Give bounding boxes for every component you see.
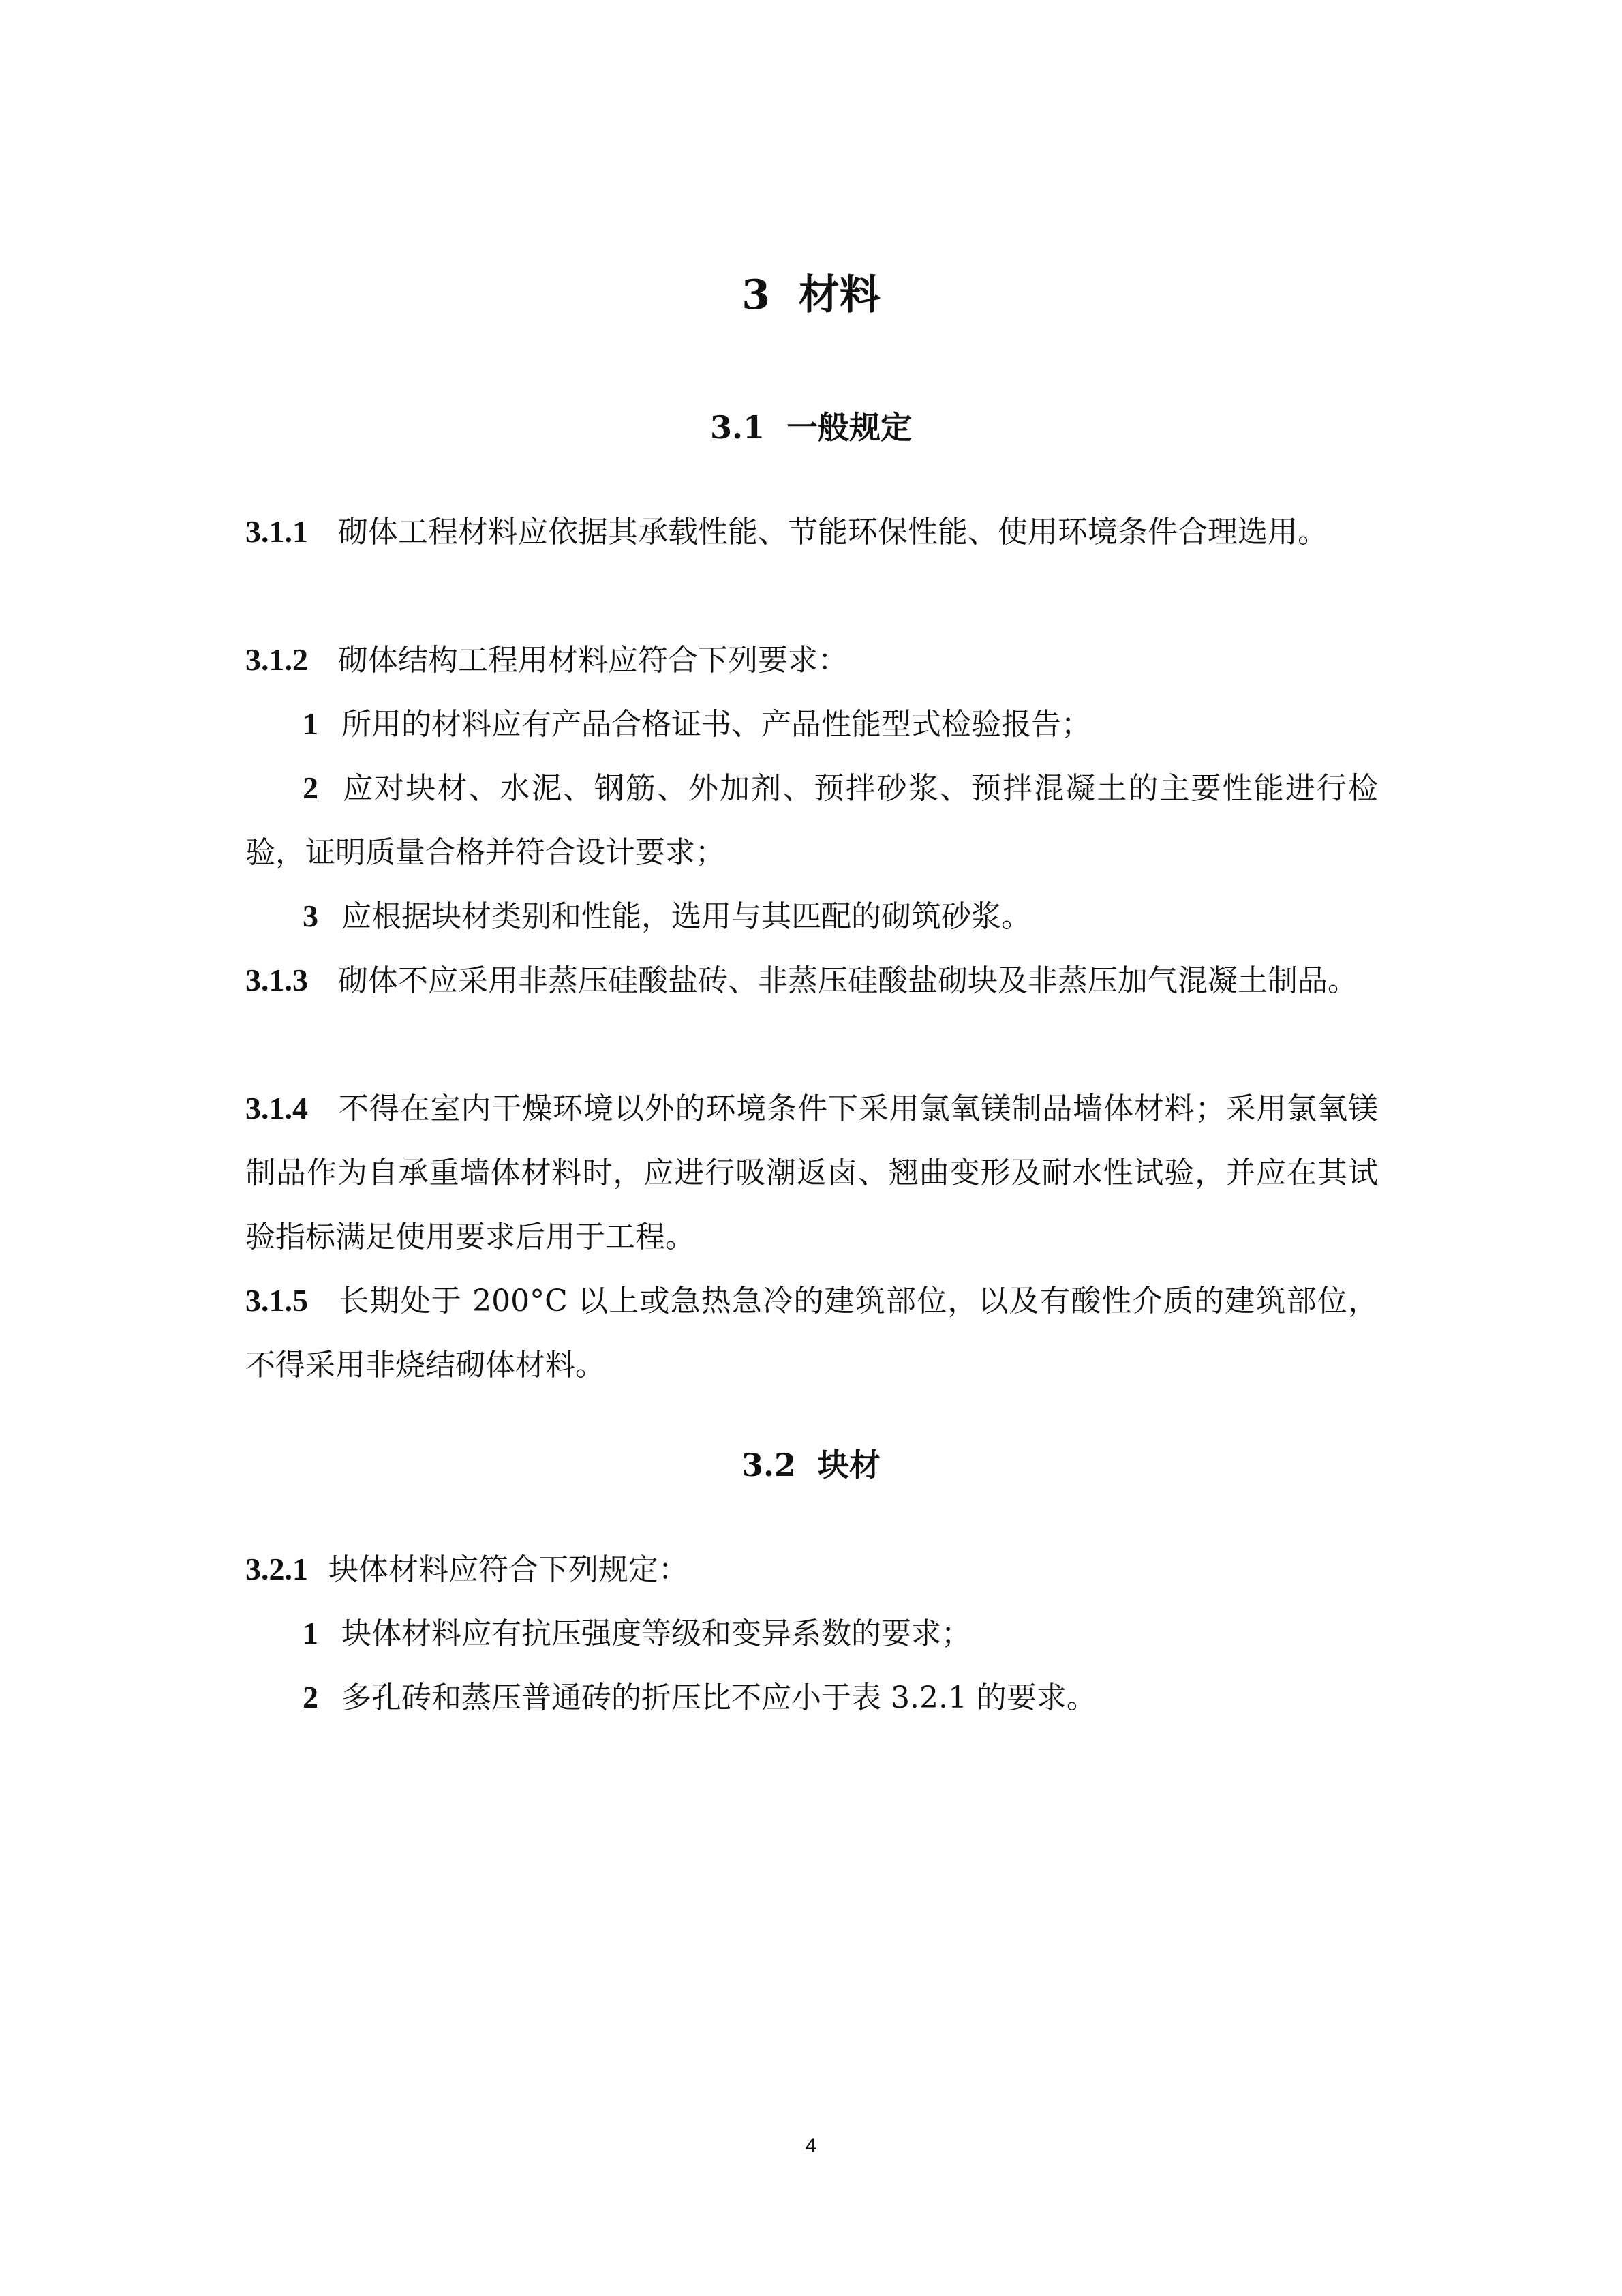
page-number: 4 bbox=[805, 2134, 817, 2157]
chapter-title bbox=[0, 265, 1622, 326]
item-text: 所用的材料应有产品合格证书、产品性能型式检验报告； bbox=[341, 707, 1091, 742]
section-title-text: 块材 bbox=[818, 1447, 881, 1483]
list-item-2 bbox=[245, 1665, 1378, 1730]
clause-number: 3.1.2 bbox=[245, 642, 308, 677]
clause-3-2-1 bbox=[245, 1537, 1378, 1602]
item-text: 块体材料应有抗压强度等级和变异系数的要求； bbox=[341, 1616, 971, 1651]
list-item-2 bbox=[245, 756, 1378, 885]
clause-text: 砌体不应采用非蒸压硅酸盐砖、非蒸压硅酸盐砌块及非蒸压加气混凝土制品。 bbox=[338, 963, 1358, 998]
list-item-1 bbox=[245, 1601, 1378, 1666]
item-text: 应根据块材类别和性能，选用与其匹配的砌筑砂浆。 bbox=[341, 899, 1031, 934]
section-number: 3.2 bbox=[741, 1447, 796, 1483]
chapter-title-text: 材料 bbox=[798, 271, 881, 319]
item-text: 多孔砖和蒸压普通砖的折压比不应小于表 3.2.1 的要求。 bbox=[341, 1680, 1097, 1715]
clause-3-1-4 bbox=[245, 1076, 1378, 1269]
section-title-text: 一般规定 bbox=[786, 409, 913, 446]
clause-text: 砌体工程材料应依据其承载性能、节能环保性能、使用环境条件合理选用。 bbox=[338, 515, 1328, 549]
clause-3-1-5 bbox=[245, 1269, 1378, 1398]
section-title-3-1 bbox=[0, 404, 1622, 451]
clause-text: 砌体结构工程用材料应符合下列要求： bbox=[338, 643, 848, 678]
section-title-3-2 bbox=[0, 1441, 1622, 1489]
clause-3-1-2 bbox=[245, 628, 1378, 693]
clause-number: 3.1.4 bbox=[245, 1091, 308, 1126]
clause-text: 块体材料应符合下列规定： bbox=[328, 1552, 688, 1587]
clause-3-1-3 bbox=[245, 948, 1378, 1013]
item-number: 3 bbox=[303, 898, 318, 933]
clause-number: 3.2.1 bbox=[245, 1552, 308, 1586]
item-number: 1 bbox=[303, 1616, 318, 1650]
clause-text: 不得在室内干燥环境以外的环境条件下采用氯氧镁制品墙体材料；采用氯氧镁制品作为自承重墙体材料时，应进行吸潮返卤、翘曲变形及耐水性试验，并应在其试验指标满足使用要求后用于工程。 bbox=[245, 1091, 1378, 1254]
clause-number: 3.1.3 bbox=[245, 963, 308, 997]
clause-number: 3.1.1 bbox=[245, 514, 308, 549]
item-number: 1 bbox=[303, 706, 318, 741]
clause-number: 3.1.5 bbox=[245, 1283, 308, 1318]
item-text: 应对块材、水泥、钢筋、外加剂、预拌砂浆、预拌混凝土的主要性能进行检验，证明质量合格并符合设计要求； bbox=[245, 771, 1378, 870]
list-item-3 bbox=[245, 884, 1378, 949]
section-number: 3.1 bbox=[709, 409, 765, 446]
chapter-number: 3 bbox=[741, 271, 770, 319]
clause-text: 长期处于 200°C 以上或急热急冷的建筑部位，以及有酸性介质的建筑部位，不得采用非烧结砌体材料。 bbox=[245, 1284, 1378, 1383]
clause-3-1-1 bbox=[245, 500, 1378, 564]
item-number: 2 bbox=[303, 1680, 318, 1715]
item-number: 2 bbox=[303, 770, 318, 805]
list-item-1 bbox=[245, 692, 1378, 757]
